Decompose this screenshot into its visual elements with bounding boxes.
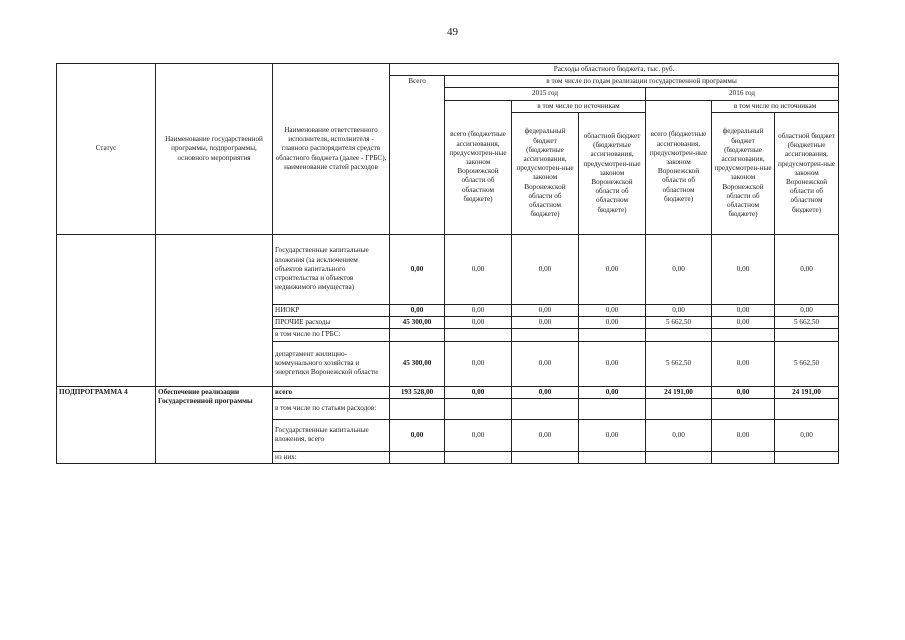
row-value: 0,00 <box>445 341 512 386</box>
row-value: 24 191,00 <box>646 386 712 398</box>
row-value <box>646 398 712 419</box>
row-value: 0,00 <box>712 317 775 329</box>
row-value: 0,00 <box>712 419 775 451</box>
row-value: 0,00 <box>390 419 445 451</box>
row-value: 0,00 <box>512 234 579 304</box>
row-value: 0,00 <box>579 341 646 386</box>
row-value: 0,00 <box>390 304 445 316</box>
header-2016-regional: областной бюджет (бюджетные ассигнования, предусмотрен-ные законом Воронежской области об областном бюджете) <box>775 112 839 234</box>
row-value: 0,00 <box>512 317 579 329</box>
row-value <box>512 329 579 341</box>
row-value <box>579 329 646 341</box>
row-value: 0,00 <box>712 386 775 398</box>
row-value <box>775 329 839 341</box>
row-value: 5 662,50 <box>775 317 839 329</box>
row-name: в том числе по статьям расходов: <box>273 398 390 419</box>
row-value: 0,00 <box>579 304 646 316</box>
row-value: 24 191,00 <box>775 386 839 398</box>
row-value <box>445 398 512 419</box>
row-value: 0,00 <box>775 234 839 304</box>
row-value <box>712 398 775 419</box>
row-value: 0,00 <box>445 317 512 329</box>
row-value <box>390 329 445 341</box>
row-value: 0,00 <box>512 341 579 386</box>
row-value: 5 662,50 <box>775 341 839 386</box>
row-value: 45 300,00 <box>390 317 445 329</box>
status-cell-empty <box>57 234 156 386</box>
budget-table <box>56 63 839 464</box>
row-value: 0,00 <box>646 304 712 316</box>
subprogram-name: Обеспечение реализации Государственной программы <box>156 386 273 463</box>
row-value: 0,00 <box>775 304 839 316</box>
row-name: Государственные капитальные вложения (за исключением объектов капитального строительства и объектов недвижимого имущества) <box>273 234 390 304</box>
program-cell-empty <box>156 234 273 386</box>
row-value: 0,00 <box>512 304 579 316</box>
row-value <box>646 451 712 463</box>
row-value: 0,00 <box>445 419 512 451</box>
header-2016-total: всего (бюджетные ассигнования, предусмотрен-ные законом Воронежской области об областном бюджете) <box>646 100 712 234</box>
row-value <box>512 451 579 463</box>
row-value: 0,00 <box>712 234 775 304</box>
row-value: 5 662,50 <box>646 317 712 329</box>
header-2016-federal: федеральный бюджет (бюджетные ассигнования, предусмотрен-ные законом Воронежской области об областном бюджете) <box>712 112 775 234</box>
row-value <box>512 398 579 419</box>
header-2015-regional: областной бюджет (бюджетные ассигнования, предусмотрен-ные законом Воронежской области об областном бюджете) <box>579 112 646 234</box>
row-value: 0,00 <box>512 386 579 398</box>
row-name: департамент жилищно-коммунального хозяйства и энергетики Воронежской области <box>273 341 390 386</box>
header-year-2015: 2015 год <box>445 88 646 100</box>
header-2016-by-sources: в том числе по источникам <box>712 100 839 112</box>
subprogram-status: ПОДПРОГРАММА 4 <box>57 386 156 463</box>
row-value: 0,00 <box>646 419 712 451</box>
page-number: 49 <box>447 26 458 38</box>
header-2015-by-sources: в том числе по источникам <box>512 100 646 112</box>
row-value: 0,00 <box>775 419 839 451</box>
row-value: 193 528,00 <box>390 386 445 398</box>
row-value <box>445 451 512 463</box>
row-value: 0,00 <box>579 386 646 398</box>
row-value: 0,00 <box>579 234 646 304</box>
header-total: Всего <box>390 76 445 235</box>
row-name: ПРОЧИЕ расходы <box>273 317 390 329</box>
row-value: 0,00 <box>712 304 775 316</box>
row-name: всего <box>273 386 390 398</box>
row-value <box>579 451 646 463</box>
header-2015-federal: федеральный бюджет (бюджетные ассигнования, предусмотрен-ные законом Воронежской области об областном бюджете) <box>512 112 579 234</box>
row-value <box>712 451 775 463</box>
row-name: Государственные капитальные вложения, всего <box>273 419 390 451</box>
row-value <box>775 398 839 419</box>
row-value: 45 300,00 <box>390 341 445 386</box>
header-2015-total: всего (бюджетные ассигнования, предусмотрен-ные законом Воронежской области об областном бюджете) <box>445 100 512 234</box>
row-value: 0,00 <box>512 419 579 451</box>
row-value: 0,00 <box>445 386 512 398</box>
header-expenses: Расходы областного бюджета, тыс. руб. <box>390 64 839 76</box>
row-value: 0,00 <box>579 419 646 451</box>
row-name: из них: <box>273 451 390 463</box>
row-value <box>775 451 839 463</box>
row-name: НИОКР <box>273 304 390 316</box>
row-value: 0,00 <box>445 234 512 304</box>
row-name: в том числе по ГРБС: <box>273 329 390 341</box>
row-value <box>646 329 712 341</box>
row-value <box>579 398 646 419</box>
row-value: 0,00 <box>579 317 646 329</box>
row-value <box>445 329 512 341</box>
header-executor: Наименование ответственного исполнителя, исполнителя - главного распорядителя средств областного бюджета (далее - ГРБС), наименование статей расходов <box>273 64 390 235</box>
row-value: 0,00 <box>646 234 712 304</box>
row-value <box>390 451 445 463</box>
row-value <box>390 398 445 419</box>
row-value: 0,00 <box>390 234 445 304</box>
row-value <box>712 329 775 341</box>
header-program-name: Наименование государственной программы, подпрограммы, основного мероприятия <box>156 64 273 235</box>
row-value: 0,00 <box>445 304 512 316</box>
row-value: 0,00 <box>712 341 775 386</box>
header-status: Статус <box>57 64 156 235</box>
row-value: 5 662,50 <box>646 341 712 386</box>
header-by-years: в том числе по годам реализации государственной программы <box>445 76 839 88</box>
header-year-2016: 2016 год <box>646 88 839 100</box>
